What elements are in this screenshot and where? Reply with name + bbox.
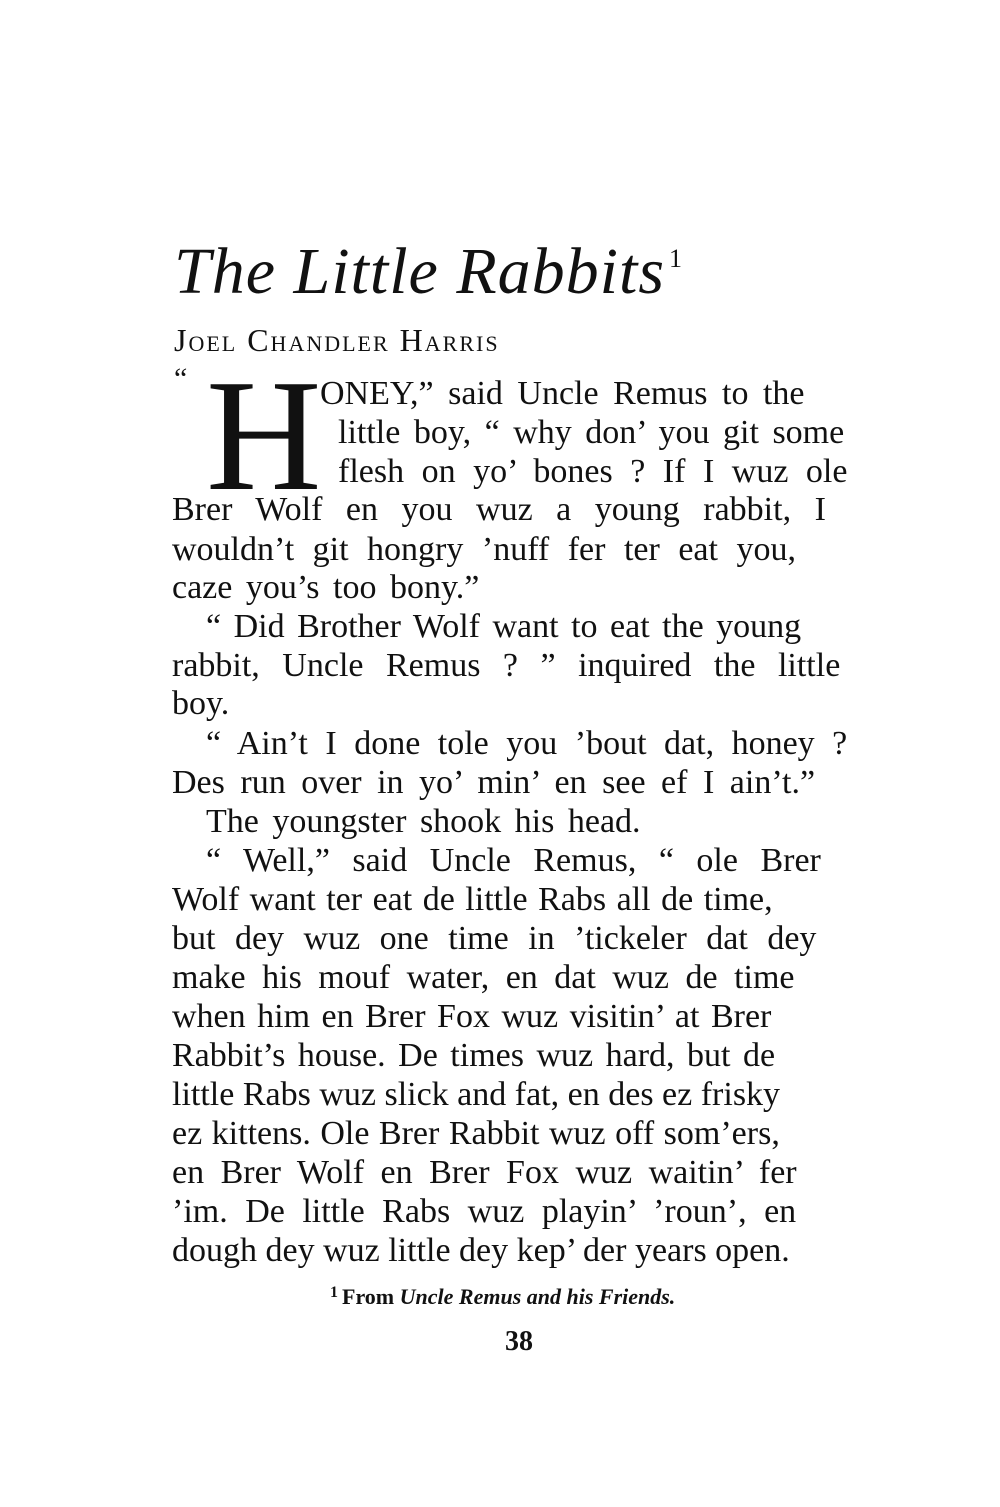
text-line: “ Ain’t I done tole you ’bout dat, honey ?	[206, 725, 848, 762]
text-line: but dey wuz one time in ’tickeler dat dey	[172, 920, 817, 957]
text-line: caze you’s too bony.”	[172, 569, 480, 606]
author-name: Joel Chandler Harris	[174, 322, 500, 358]
text-line: ez kittens. Ole Brer Rabbit wuz off som’ers,	[172, 1115, 780, 1152]
text-line: rabbit, Uncle Remus ? ” inquired the little	[172, 647, 841, 684]
text-line: dough dey wuz little dey kep’ der years open.	[172, 1232, 790, 1269]
page-number: 38	[505, 1326, 533, 1357]
drop-cap: H	[206, 364, 322, 496]
text-line: flesh on yo’ bones ? If I wuz ole	[338, 453, 848, 490]
text-line: little Rabs wuz slick and fat, en des ez frisky	[172, 1076, 781, 1113]
text-line: en Brer Wolf en Brer Fox wuz waitin’ fer	[172, 1154, 797, 1191]
text-line: Wolf want ter eat de little Rabs all de time,	[172, 881, 773, 918]
footnote	[330, 1284, 675, 1310]
opening-quote: “	[174, 362, 188, 395]
footnote-number: 1	[330, 1284, 338, 1301]
text-line: Rabbit’s house. De times wuz hard, but de	[172, 1037, 776, 1074]
title-footnote-marker: 1	[669, 244, 684, 273]
text-line: Des run over in yo’ min’ en see ef I ain’t.”	[172, 764, 816, 801]
text-line: little boy, “ why don’ you git some	[338, 414, 845, 451]
text-line: ’im. De little Rabs wuz playin’ ’roun’, en	[172, 1193, 797, 1230]
footnote-from: From	[342, 1284, 395, 1309]
chapter-title	[174, 234, 683, 310]
text-line: “ Did Brother Wolf want to eat the young	[206, 608, 802, 645]
text-line: “ Well,” said Uncle Remus, “ ole Brer	[206, 842, 821, 879]
text-line: Brer Wolf en you wuz a young rabbit, I	[172, 491, 826, 528]
text-line: make his mouf water, en dat wuz de time	[172, 959, 795, 996]
text-line: ONEY,” said Uncle Remus to the	[320, 375, 805, 412]
text-line: when him en Brer Fox wuz visitin’ at Brer	[172, 998, 772, 1035]
text-line: boy.	[172, 685, 230, 722]
chapter-title-text: The Little Rabbits	[174, 235, 666, 308]
footnote-source: Uncle Remus and his Friends.	[399, 1284, 676, 1309]
text-line: The youngster shook his head.	[206, 803, 641, 840]
text-line: wouldn’t git hongry ’nuff fer ter eat you,	[172, 531, 796, 568]
